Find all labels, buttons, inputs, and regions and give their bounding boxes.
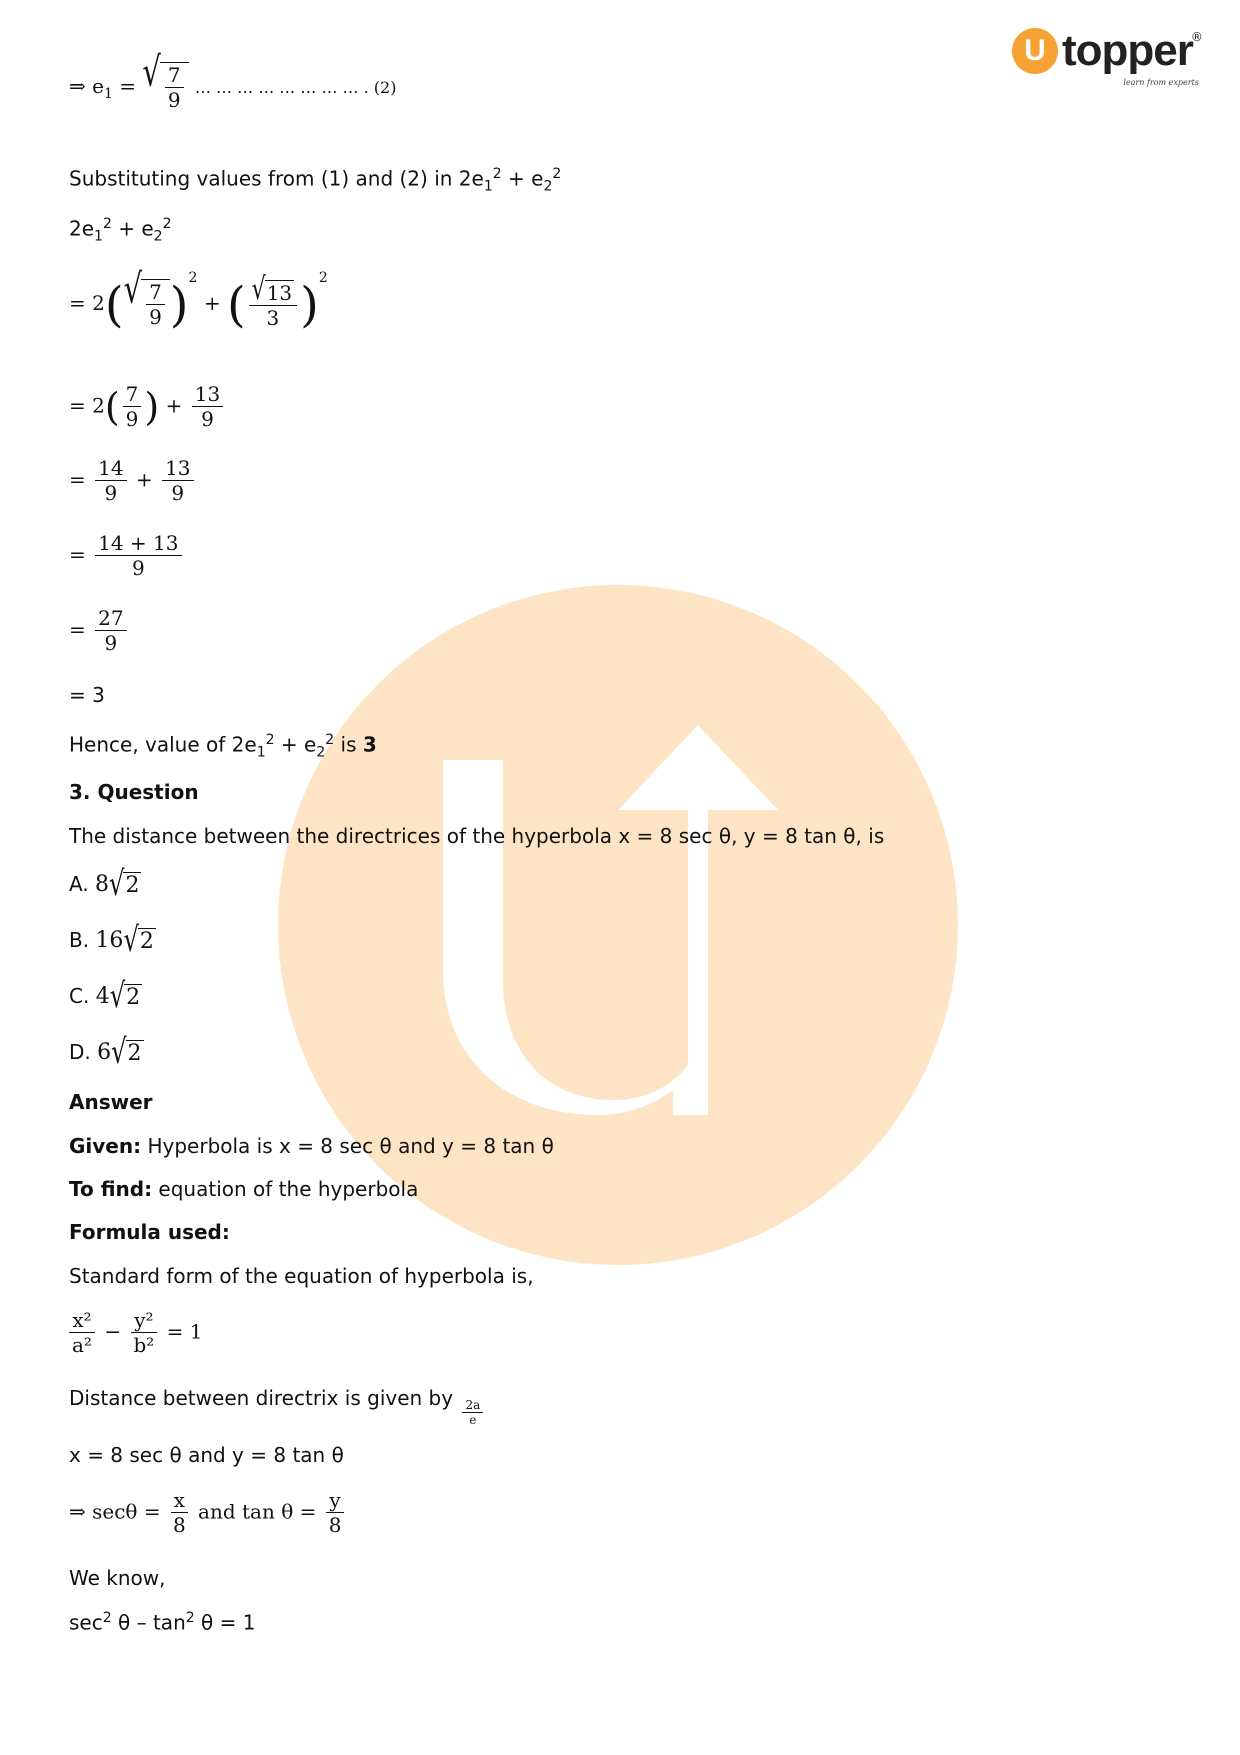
step-4: = $\frac{14 + 13}{9}$: [69, 531, 185, 581]
answer-heading: Answer: [69, 1090, 153, 1114]
step-1: = 2( √ $\frac{7}{9}$ )$^2$ + ( √ 13 3 )$^2$: [69, 264, 328, 333]
topper-logo: [1012, 26, 1203, 87]
identity-line: $\sec^2 \theta - \tan^2 \theta = 1$: [69, 1610, 256, 1635]
option-a[interactable]: A. 8 √ 2: [69, 864, 140, 904]
step-5: = $\frac{27}{9}$: [69, 606, 130, 656]
formula-heading: Formula used:: [69, 1220, 230, 1244]
option-b[interactable]: B. 16 √ 2: [69, 920, 154, 960]
expression-head: $2e_1^2 + e_2^2$: [69, 216, 172, 245]
standard-form-text: Standard form of the equation of hyperbola is,: [69, 1264, 534, 1288]
step-6: = 3: [69, 683, 105, 707]
question-title: 3. Question: [69, 780, 199, 804]
we-know-text: We know,: [69, 1566, 166, 1590]
logo-name: topper: [1062, 26, 1193, 75]
logo-registered: ®: [1190, 30, 1203, 44]
arrow-up-watermark-icon: [278, 585, 958, 1265]
option-c[interactable]: C. 4 √ 2: [69, 976, 141, 1016]
distance-line: Distance between directrix is given by $\frac{2a}{e}$: [69, 1386, 486, 1428]
equation-e1: ⇒ $e_1$ = √ $\frac{7}{9}$ … … … … … … … … . (2): [69, 47, 397, 112]
hyperbola-equation: $\frac{\text{x²}}{\text{a²}}$ − $\frac{\text{y²}}{\text{b²}}$ = 1: [69, 1308, 202, 1358]
param-line: x = 8 sec θ and y = 8 tan θ: [69, 1443, 344, 1467]
conclusion-text: Hence, value of $2e_1^2 + e_2^2$ is 3: [69, 732, 377, 761]
option-d[interactable]: D. 6 √ 2: [69, 1032, 142, 1072]
derivation-line: ⇒ secθ = $\frac{x}{8}$ and tan θ = $\frac{y}{8}$: [69, 1488, 347, 1538]
step-3: = $\frac{14}{9}$ + $\frac{13}{9}$: [69, 456, 197, 506]
to-find-line: To find: equation of the hyperbola: [69, 1177, 419, 1201]
step-2: = 2( $\frac{7}{9}$ ) + $\frac{13}{9}$: [69, 382, 226, 432]
logo-tagline: learn from experts: [1123, 78, 1199, 87]
question-text: The distance between the directrices of the hyperbola x = 8 sec θ, y = 8 tan θ, is: [69, 824, 885, 848]
logo-mark: U: [1012, 28, 1058, 74]
watermark-circle: [278, 585, 958, 1265]
substitution-text: Substituting values from (1) and (2) in $2e_1^2 + e_2^2$: [69, 166, 562, 195]
given-line: Given: Hyperbola is x = 8 sec θ and y = 8 tan θ: [69, 1134, 554, 1158]
